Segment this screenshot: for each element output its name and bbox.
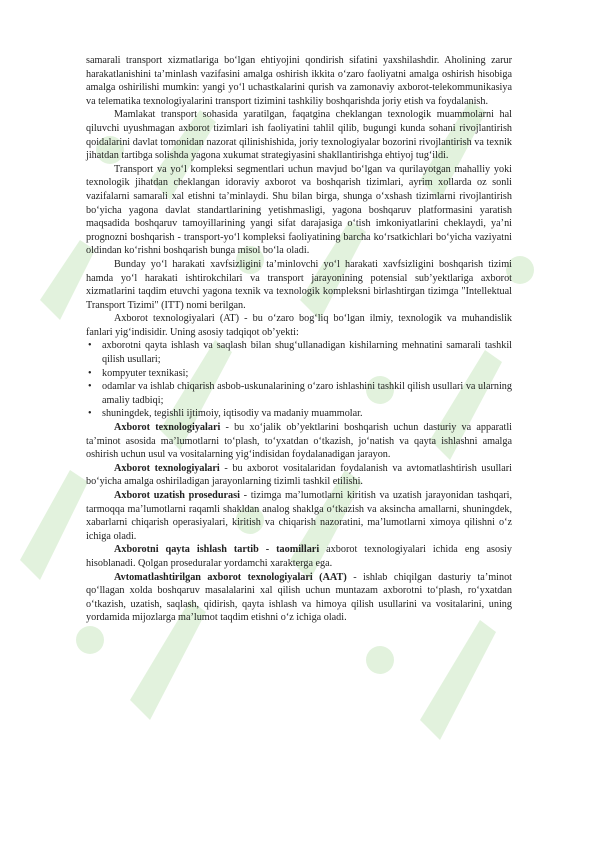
definition-term: Axborot texnologiyalari bbox=[114, 462, 220, 474]
paragraph: Bunday yo‘l harakati xavfsizligini ta’minlovchi yo‘l harakati xavfsizligini boshqarish tizimi hamda yo‘l harakati ishtirokchilari va transport jarayonining potensial sub’yektlariga axborot xizmatlarini taqdim etuvchi yagona texnik va texnologik kompleksni birlashtirgan tizimga "Intellektual Transport Tizimi" (ITT) nomi berilgan. bbox=[86, 258, 512, 311]
definition-paragraph: Axborot texnologiyalari - bu axborot vositalaridan foydalanish va avtomatlashtirish usullari bo‘yicha amalga oshiriladigan jarayonlarning tizimli tashkil etilishi. bbox=[86, 462, 512, 488]
bullet-icon: • bbox=[88, 340, 92, 352]
bullet-list bbox=[86, 339, 512, 421]
definition-paragraph: Avtomatlashtirilgan axborot texnologiyalari (AAT) - ishlab chiqilgan dasturiy ta’minot qo‘llagan xolda boshqaruv masalalarini xal qilish uchun muntazam axborotni to‘plash, ro‘yxatdan o‘tkazish, uzatish, saqlash, qidirish, qayta ishlash va himoya qilish usullarini va vositalarini, uning yordamida mijozlarga ma’lumot taqdim etishni o‘z ichiga oladi. bbox=[86, 571, 512, 624]
definition-paragraph: Axborot texnologiyalari - bu xo‘jalik ob’yektlarini boshqarish uchun dasturiy va apparatli ta’minot asosida ma’lumotlarni to‘plash, to‘yxatdan o‘tkazish, jo‘natish va qayta ishlashni amalga oshirish uchun usul va vositalarning yig‘indisidan foydalanadigan jarayon. bbox=[86, 422, 512, 461]
bullet-icon: • bbox=[88, 381, 92, 393]
definition-term: Avtomatlashtirilgan axborot texnologiyalari (AAT) bbox=[114, 571, 347, 583]
definition-term: Axborotni qayta ishlash tartib - taomillari bbox=[114, 544, 320, 556]
paragraph: Axborot texnologiyalari (AT) - bu o‘zaro bog‘liq bo‘lgan ilmiy, texnologik va muhandislik fanlari yig‘indisidir. Uning asosiy tadqiqot ob’yekti: bbox=[86, 313, 512, 338]
bullet-icon: • bbox=[88, 367, 92, 379]
document-body bbox=[86, 54, 512, 625]
list-item: • kompyuter texnikasi; bbox=[88, 367, 189, 379]
definition-paragraph: Axborotni qayta ishlash tartib - taomillari axborot texnologiyalari ichida eng asosiy hisoblanadi. Qolgan proseduralar yordamchi xarakterga ega. bbox=[86, 544, 512, 569]
definition-paragraph: Axborot uzatish prosedurasi - tizimga ma’lumotlarni kiritish va uzatish jarayonidan tashqari, tarmoqqa ma’lumotlarni raqamli shakldan analog shaklga o‘tkazish va aksincha amallarni, shuningdek, xabarlarni chiqarish operasiyalari, kiritish va chiqarish nazoratini, ma’lumotlarni ximoya qilishni o‘z ichiga oladi. bbox=[86, 490, 512, 542]
bullet-icon: • bbox=[88, 408, 92, 420]
definition-term: Axborot texnologiyalari bbox=[114, 422, 221, 434]
paragraph: Transport va yo‘l kompleksi segmentlari uchun mavjud bo‘lgan va qurilayotgan mahalliy yoki texnologik jihatdan cheklangan idoraviy axborot va boshqarish tizimlari, ayrim xollarda oz sonli vazifalarni samarali xal etishni ta’minlaydi. Shu bilan birga, shunga o‘xshash tizimlarni rivojlantirish bo‘yicha yagona davlat standartlarining yetishmasligi, yagona boshqaruv platformasini yaratish maqsadida boshqaruv tamoyillarining yangi sifat darajasiga o‘tish imkoniyatlarini cheklaydi, ya’ni prognozni boshqarish - transport-yo‘l kompleksi faoliyatining barcha ko‘rsatkichlari bo‘yicha vaziyatni oldindan ko‘rishni boshqarish bunga misol bo‘la oladi. bbox=[86, 163, 512, 257]
list-item: • axborotni qayta ishlash va saqlash bilan shug‘ullanadigan kishilarning mehnatini samarali tashkil qilish usullari; bbox=[88, 340, 512, 366]
paragraph: Mamlakat transport sohasida yaratilgan, faqatgina cheklangan texnologik muammolarni hal qiluvchi uyushmagan axborot tizimlari ish faoliyatini tahlil qilib, bugungi kunda sohani rivojlantirish qoidalarini davlat tomonidan nazorat qilinishishida, joriy texnologiyalar bozorini rivojlantirish va texnik jihatdan tartibga solishda yagona xukumat strategiyasini shakllantirishga ehtiyoj tug‘ildi. bbox=[86, 109, 512, 162]
definition-term: Axborot uzatish prosedurasi bbox=[114, 490, 240, 501]
paragraph-intro: samarali transport xizmatlariga bo‘lgan ehtiyojini qondirish sifatini yaxshilashdir. Aholining zarur harakatlanishini ta’minlash vazifasini amalga oshirish ikkita o‘zaro faoliyatni amalga oshirish hisobiga amalga oshirilishi mumkin: yangi yo‘l uchastkalarini qurish va zamonaviy axborot-telekommunikasiya va telematika texnologiyalarini transport tizimini tashkiliy boshqarishda joriy etish va foydalanish. bbox=[86, 55, 512, 107]
list-item: • shuningdek, tegishli ijtimoiy, iqtisodiy va madaniy muammolar. bbox=[88, 408, 363, 420]
list-item: • odamlar va ishlab chiqarish asbob-uskunalarining o‘zaro ishlashini tashkil qilish usullari va ularning amaliy tadbiqi; bbox=[88, 381, 512, 406]
